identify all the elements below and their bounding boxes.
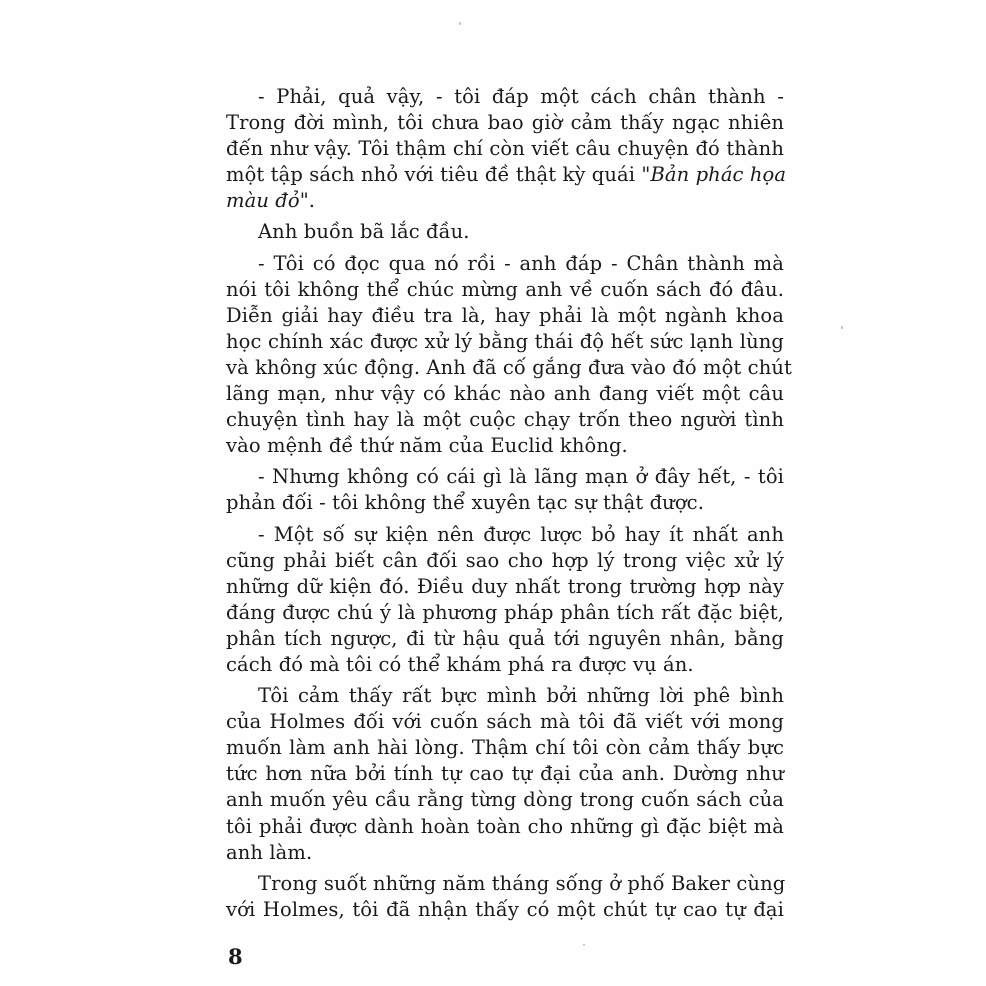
paragraph <box>226 522 784 679</box>
text-line: Trong đời mình, tôi chưa bao giờ cảm thấy ngạc nhiên <box>226 111 784 135</box>
paragraph <box>226 84 787 214</box>
text-line: đáng được chú ý là phương pháp phân tích rất đặc biệt, <box>226 600 784 624</box>
page-number: 8 <box>228 944 243 969</box>
text-line: đến như vậy. Tôi thậm chí còn viết câu chuyện đó thành <box>226 137 784 161</box>
text-line <box>226 162 787 188</box>
text-line: cách đó mà tôi có thể khám phá ra được vụ án. <box>226 652 694 676</box>
text-line <box>226 188 784 214</box>
paragraph <box>226 219 784 245</box>
text-line: lãng mạn, như vậy có khác nào anh đang viết một câu <box>226 382 784 406</box>
text-line: Trong suốt những năm tháng sống ở phố Baker cùng <box>258 871 786 895</box>
text-line: anh làm. <box>226 840 313 864</box>
text-line: với Holmes, tôi đã nhận thấy có một chút tự cao tự đại <box>226 897 784 921</box>
text-segment: một tập sách nhỏ với tiêu đề thật kỳ quái <box>226 163 642 187</box>
text-line: tức hơn nữa bởi tính tự cao tự đại của anh. Dường như <box>226 762 784 786</box>
text-line: - Nhưng không có cái gì là lãng mạn ở đây hết, - tôi <box>258 465 784 489</box>
text-line: Anh buồn bã lắc đầu. <box>258 220 470 244</box>
text-line: chuyện tình hay là một cuộc chạy trốn theo người tình <box>226 408 784 432</box>
text-line: - Một số sự kiện nên được lược bỏ hay ít nhất anh <box>258 522 784 546</box>
text-line: những dữ kiện đó. Điều duy nhất trong trường hợp này <box>226 574 784 598</box>
text-line: nói tôi không thể chúc mừng anh về cuốn sách đó đâu. <box>226 277 784 301</box>
book-title-italic: màu đỏ" <box>226 189 309 213</box>
text-line: - Phải, quả vậy, - tôi đáp một cách chân thành - <box>258 85 784 108</box>
text-line: phản đối - tôi không thể xuyên tạc sự thật được. <box>226 491 704 515</box>
book-title-italic: "Bản phác họa <box>641 163 787 187</box>
text-line: của Holmes đối với cuốn sách mà tôi đã viết với mong <box>226 710 784 734</box>
text-line: cũng phải biết cân đối sao cho hợp lý trong việc xử lý <box>226 548 784 572</box>
paragraph <box>226 251 792 460</box>
text-line: tôi phải được dành hoàn toàn cho những gì đặc biệt mà <box>226 814 784 838</box>
text-line: Tôi cảm thấy rất bực mình bởi những lời phê bình <box>258 684 784 708</box>
text-line: Diễn giải hay điều tra là, hay phải là một ngành khoa <box>226 303 784 327</box>
text-line: phân tích ngược, đi từ hậu quả tới nguyên nhân, bằng <box>226 626 784 650</box>
text-line: vào mệnh đề thứ năm của Euclid không. <box>226 434 628 458</box>
text-line: và không xúc động. Anh đã cố gắng đưa vào đó một chút <box>226 355 792 379</box>
paper-speck <box>459 22 461 25</box>
paragraph <box>226 683 784 866</box>
text-line: muốn làm anh hài lòng. Thậm chí tôi còn cảm thấy bực <box>226 736 784 760</box>
paper-speck <box>583 944 585 946</box>
text-line: - Tôi có đọc qua nó rồi - anh đáp - Chân thành mà <box>258 251 784 275</box>
text-segment: . <box>308 189 316 213</box>
body-text <box>226 84 792 923</box>
text-line: học chính xác được xử lý bằng thái độ hết sức lạnh lùng <box>226 329 784 353</box>
paragraph <box>226 871 784 923</box>
paragraph <box>226 464 784 516</box>
text-line: anh muốn yêu cầu rằng từng dòng trong cuốn sách của <box>226 788 784 812</box>
paper-speck <box>841 326 843 329</box>
